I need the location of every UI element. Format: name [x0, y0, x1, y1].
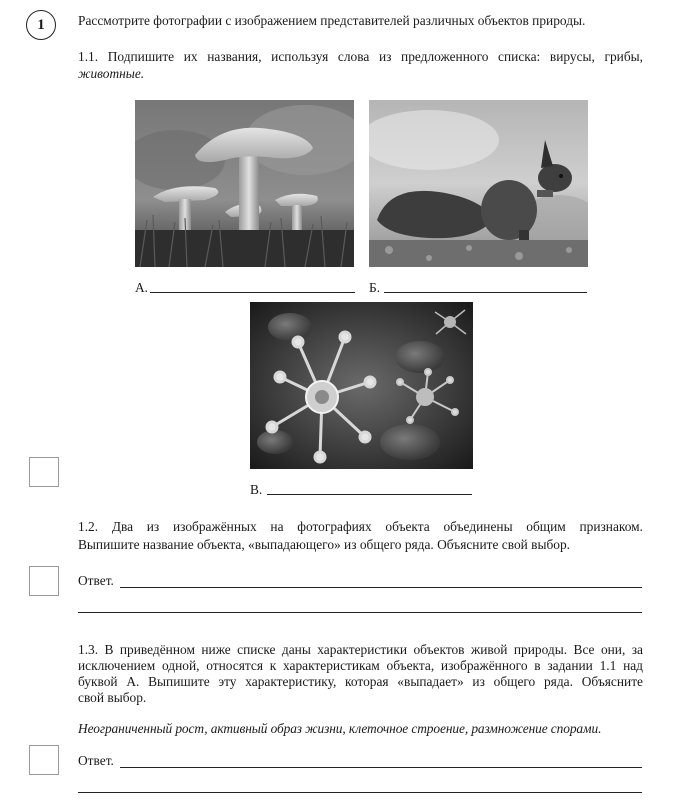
characteristics-list: Неограниченный рост, активный образ жизни, клеточное строение, размножение спорами.	[78, 721, 602, 736]
answer-line-1-2-a[interactable]	[120, 587, 642, 588]
score-box-1-3[interactable]	[29, 745, 59, 775]
answer-line-1-3-b[interactable]	[78, 792, 642, 793]
question-1-3-line1: 1.3. В приведённом ниже списке даны характеристики объектов живой природы. Все они, за	[78, 642, 643, 657]
question-1-1-line2: животные.	[78, 66, 145, 81]
question-1-1-line1: 1.1. Подпишите их названия, используя слова из предложенного списка: вирусы, грибы,	[78, 49, 643, 64]
squirrel-photo	[369, 100, 588, 267]
answer-line-v[interactable]	[267, 494, 472, 495]
photo-a-label: А.	[135, 280, 149, 295]
score-box-1-1[interactable]	[29, 457, 59, 487]
mushroom-photo	[135, 100, 354, 267]
task-number: 1	[26, 10, 56, 40]
question-1-2-line1: 1.2. Два из изображённых на фотографиях объекта объединены общим признаком.	[78, 519, 643, 534]
answer-line-b[interactable]	[384, 292, 587, 293]
question-1-2-line2: Выпишите название объекта, «выпадающего» из общего ряда. Объясните свой выбор.	[78, 537, 571, 552]
question-1-3-line3: буквой А. Выпишите эту характеристику, которая «выпадает» из общего ряда. Объясните	[78, 674, 643, 689]
score-box-1-2[interactable]	[29, 566, 59, 596]
answer-line-1-2-b[interactable]	[78, 612, 642, 613]
question-1-3-line2: исключением одной, относятся к характеристикам объекта, изображённого в задании 1.1 над	[78, 658, 643, 673]
answer-line-1-3-a[interactable]	[120, 767, 642, 768]
virus-photo	[250, 302, 473, 469]
photo-b-label: Б.	[369, 280, 381, 295]
task-intro: Рассмотрите фотографии с изображением представителей различных объектов природы.	[78, 13, 586, 28]
answer-label-1-3: Ответ.	[78, 753, 114, 768]
question-1-3-line4: свой выбор.	[78, 690, 147, 705]
answer-label-1-2: Ответ.	[78, 573, 114, 588]
answer-line-a[interactable]	[150, 292, 355, 293]
photo-v-label: В.	[250, 482, 263, 497]
